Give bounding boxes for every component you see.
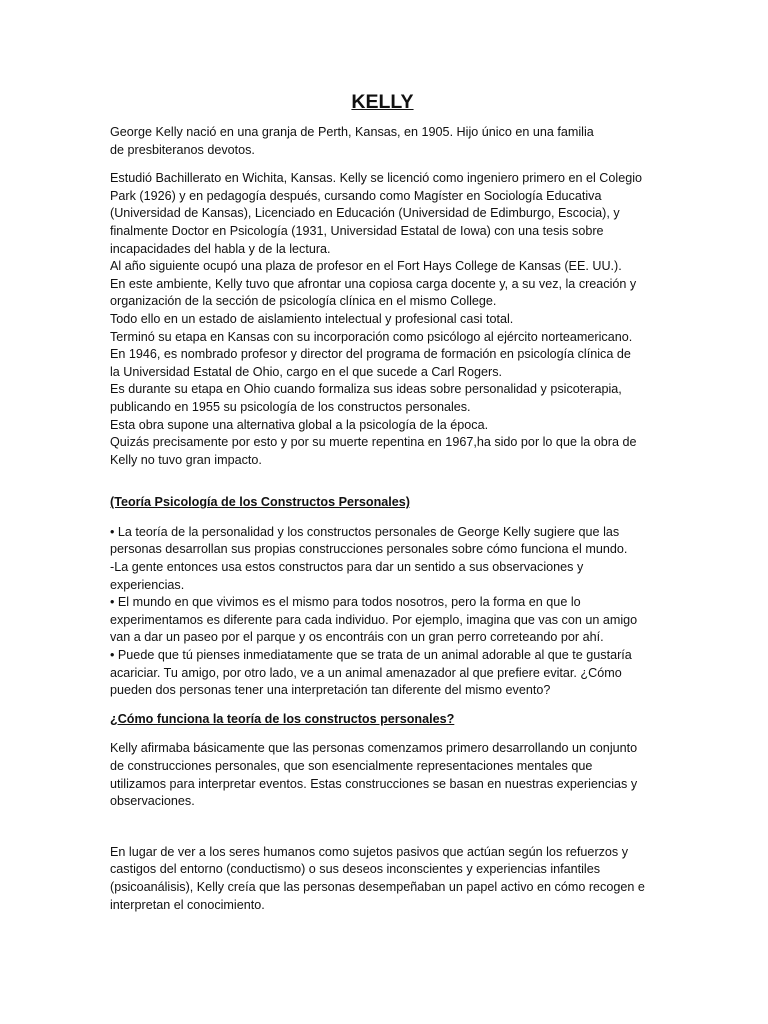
bio-line: publicando en 1955 su psicología de los constructos personales. <box>110 399 471 414</box>
bio-line: Park (1926) y en pedagogía después, cursando como Magíster en Sociología Educativa <box>110 188 602 203</box>
bio-line: Al año siguiente ocupó una plaza de profesor en el Fort Hays College de Kansas (EE. UU.). <box>110 259 622 274</box>
theory-line: • Puede que tú pienses inmediatamente que se trata de un animal adorable al que te gustaría <box>110 648 632 663</box>
theory-line: • La teoría de la personalidad y los constructos personales de George Kelly sugiere que las <box>110 524 620 539</box>
theory-paragraph <box>110 524 655 700</box>
how-line: Kelly afirmaba básicamente que las personas comenzamos primero desarrollando un conjunto <box>110 741 638 756</box>
intro-paragraph <box>110 124 655 159</box>
section-heading-theory: (Teoría Psicología de los Constructos Personales) <box>110 495 410 510</box>
final-line: castigos del entorno (conductismo) o sus deseos inconscientes y experiencias infantiles <box>110 862 601 877</box>
theory-line: experimentamos es diferente para cada individuo. Por ejemplo, imagina que vas con un amigo <box>110 612 638 627</box>
theory-line: personas desarrollan sus propias construcciones personales sobre cómo funciona el mundo. <box>110 542 628 557</box>
page-title: KELLY <box>351 91 414 113</box>
biography-paragraph <box>110 170 655 469</box>
theory-line: pueden dos personas tener una interpretación tan diferente del mismo evento? <box>110 683 551 698</box>
intro-line: de presbiteranos devotos. <box>110 142 255 157</box>
theory-line: -La gente entonces usa estos constructos para dar un sentido a sus observaciones y <box>110 560 584 575</box>
bio-line: Es durante su etapa en Ohio cuando formaliza sus ideas sobre personalidad y psicoterapia, <box>110 382 622 397</box>
theory-line: • El mundo en que vivimos es el mismo para todos nosotros, pero la forma en que lo <box>110 595 581 610</box>
bio-line: Esta obra supone una alternativa global a la psicología de la época. <box>110 417 489 432</box>
bio-line: Quizás precisamente por esto y por su muerte repentina en 1967,ha sido por lo que la obra de <box>110 435 637 450</box>
theory-line: experiencias. <box>110 577 185 592</box>
bio-line: Todo ello en un estado de aislamiento intelectual y profesional casi total. <box>110 311 514 326</box>
theory-line: acariciar. Tu amigo, por otro lado, ve a un animal amenazador al que prefiere evitar. ¿Cómo <box>110 665 622 680</box>
bio-line: Kelly no tuvo gran impacto. <box>110 452 262 467</box>
bio-line: organización de la sección de psicología clínica en el mismo College. <box>110 294 497 309</box>
section-heading-how: ¿Cómo funciona la teoría de los constructos personales? <box>110 711 455 726</box>
bio-line: Estudió Bachillerato en Wichita, Kansas. Kelly se licenció como ingeniero primero en el Colegio <box>110 171 643 186</box>
bio-line: finalmente Doctor en Psicología (1931, Universidad Estatal de Iowa) con una tesis sobre <box>110 223 604 238</box>
final-line: En lugar de ver a los seres humanos como sujetos pasivos que actúan según los refuerzos y <box>110 844 629 859</box>
how-line: de construcciones personales, que son esencialmente representaciones mentales que <box>110 759 593 773</box>
bio-line: (Universidad de Kansas), Licenciado en Educación (Universidad de Edimburgo, Escocia), y <box>110 206 620 221</box>
document-page <box>110 90 655 925</box>
bio-line: Terminó su etapa en Kansas con su incorporación como psicólogo al ejército norteamericano. <box>110 329 633 344</box>
final-line: interpretan el conocimiento. <box>110 897 265 912</box>
how-line: utilizamos para interpretar eventos. Estas construcciones se basan en nuestras experiencias y <box>110 776 638 791</box>
bio-line: la Universidad Estatal de Ohio, cargo en el que sucede a Carl Rogers. <box>110 364 503 379</box>
intro-line: George Kelly nació en una granja de Perth, Kansas, en 1905. Hijo único en una familia <box>110 125 594 139</box>
final-line: (psicoanálisis), Kelly creía que las personas desempeñaban un papel activo en cómo recogen e <box>110 879 645 894</box>
theory-line: van a dar un paseo por el parque y os encontráis con un gran perro correteando por ahí. <box>110 630 604 645</box>
bio-line: En este ambiente, Kelly tuvo que afrontar una copiosa carga docente y, a su vez, la creación y <box>110 276 637 291</box>
bio-line: incapacidades del habla y de la lectura. <box>110 241 331 256</box>
bio-line: En 1946, es nombrado profesor y director del programa de formación en psicología clínica de <box>110 347 631 362</box>
final-paragraph <box>110 844 655 914</box>
how-paragraph <box>110 740 655 810</box>
how-line: observaciones. <box>110 794 195 809</box>
